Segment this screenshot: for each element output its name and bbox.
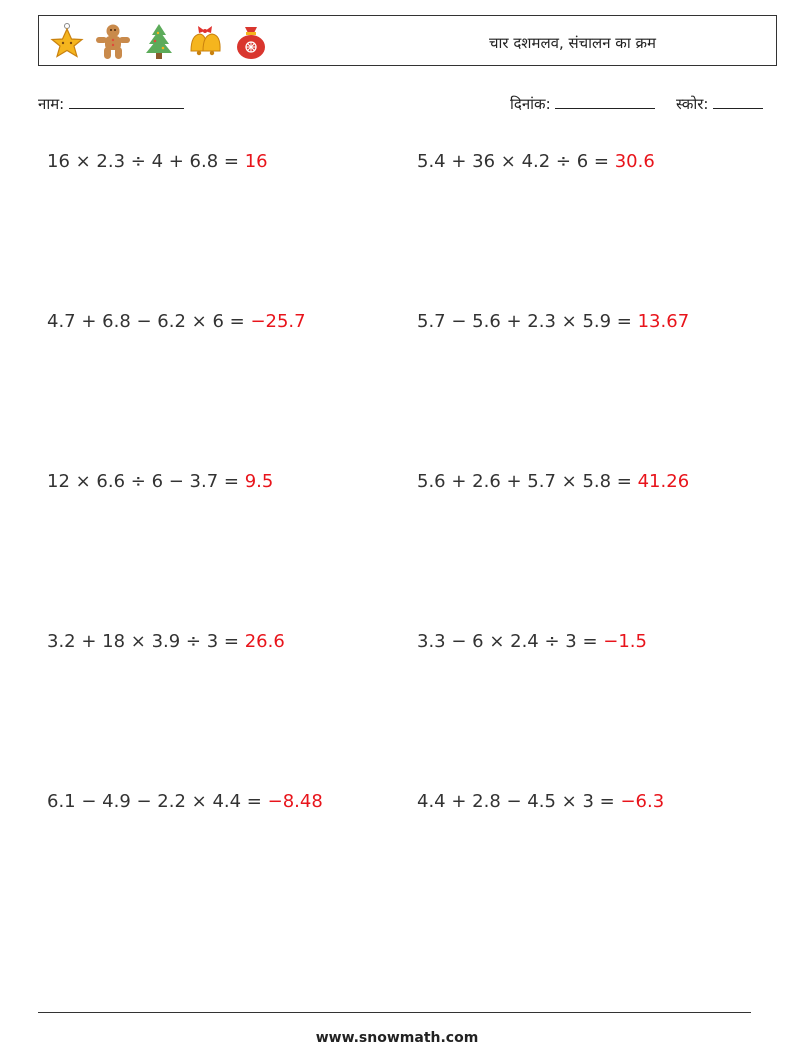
header-icons (47, 21, 271, 61)
problem-answer: −6.3 (620, 791, 665, 812)
bells-icon (185, 21, 225, 61)
date-label: दिनांक: (510, 95, 551, 113)
problem-4 (417, 311, 689, 332)
problem-expression: 3.2 + 18 × 3.9 ÷ 3 = (47, 631, 245, 652)
worksheet-title: चार दशमलव, संचालन का क्रम (489, 34, 656, 52)
worksheet-header (38, 15, 777, 66)
problem-7 (47, 631, 285, 652)
problem-answer: −1.5 (603, 631, 647, 652)
footer-divider (38, 1012, 751, 1013)
footer-url[interactable]: www.snowmath.com (315, 1030, 479, 1046)
gift-sack-icon (231, 21, 271, 61)
problem-expression: 5.7 − 5.6 + 2.3 × 5.9 = (417, 311, 638, 332)
problem-answer: 16 (244, 151, 268, 172)
christmas-tree-icon (139, 21, 179, 61)
problem-answer: 30.6 (614, 151, 655, 172)
date-field[interactable] (510, 94, 655, 114)
problem-3 (47, 311, 306, 332)
score-label: स्कोर: (676, 95, 709, 113)
problem-expression: 5.6 + 2.6 + 5.7 × 5.8 = (417, 471, 638, 492)
problem-9 (47, 791, 323, 812)
problem-expression: 4.4 + 2.8 − 4.5 × 3 = (417, 791, 621, 812)
score-blank-line[interactable] (713, 94, 763, 109)
problem-expression: 12 × 6.6 ÷ 6 − 3.7 = (47, 471, 245, 492)
problem-5 (47, 471, 273, 492)
problem-expression: 4.7 + 6.8 − 6.2 × 6 = (47, 311, 251, 332)
problem-2 (417, 151, 655, 172)
problem-expression: 5.4 + 36 × 4.2 ÷ 6 = (417, 151, 615, 172)
score-field[interactable] (676, 94, 763, 114)
star-ornament-icon (47, 21, 87, 61)
problem-expression: 16 × 2.3 ÷ 4 + 6.8 = (47, 151, 245, 172)
problem-answer: −8.48 (267, 791, 323, 812)
gingerbread-man-icon (93, 21, 133, 61)
name-label: नाम: (38, 95, 65, 113)
problem-expression: 6.1 − 4.9 − 2.2 × 4.4 = (47, 791, 268, 812)
name-field[interactable] (38, 94, 184, 114)
problem-answer: 9.5 (244, 471, 274, 492)
problem-8 (417, 631, 647, 652)
problem-6 (417, 471, 689, 492)
problem-answer: 13.67 (637, 311, 690, 332)
problem-10 (417, 791, 664, 812)
date-blank-line[interactable] (555, 94, 655, 109)
problem-answer: 41.26 (637, 471, 690, 492)
problem-1 (47, 151, 268, 172)
problem-answer: −25.7 (250, 311, 306, 332)
name-blank-line[interactable] (69, 94, 184, 109)
problem-answer: 26.6 (244, 631, 285, 652)
problem-expression: 3.3 − 6 × 2.4 ÷ 3 = (417, 631, 604, 652)
